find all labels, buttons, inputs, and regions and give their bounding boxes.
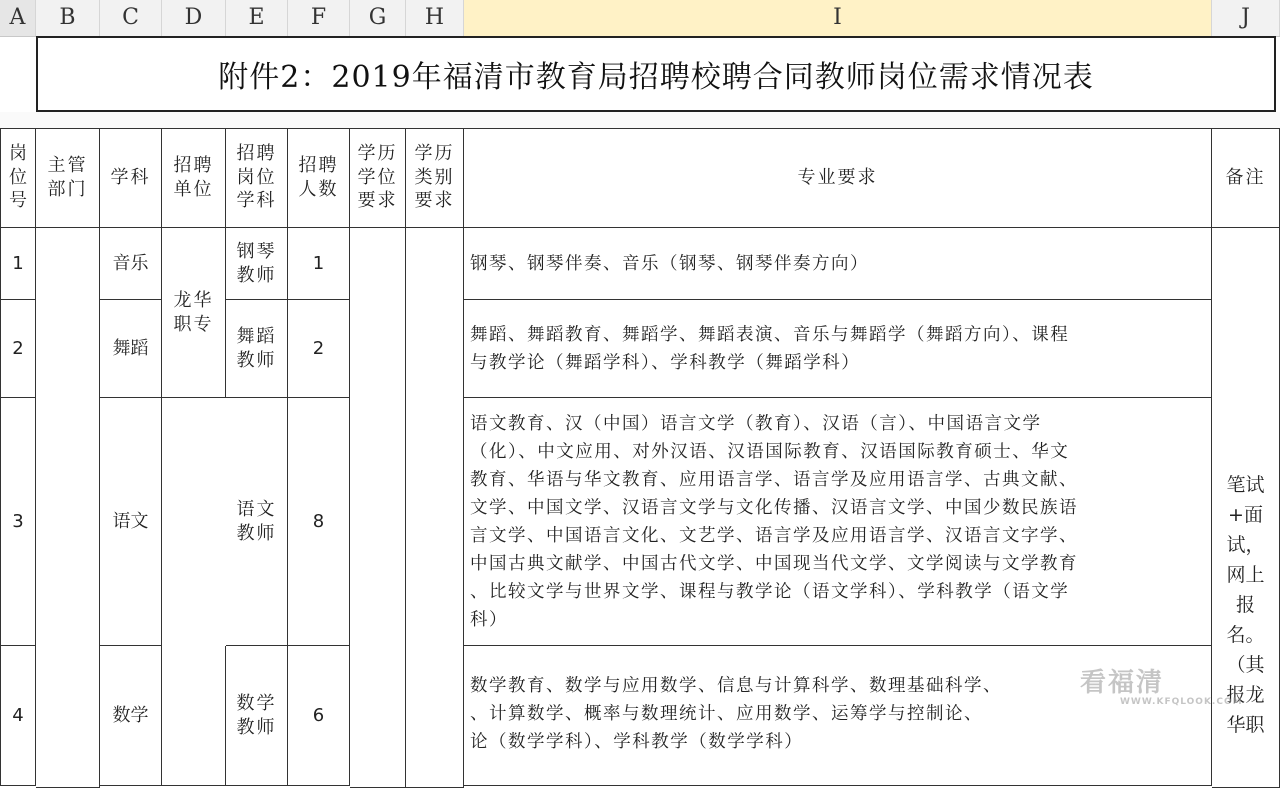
- header-degree[interactable]: [350, 128, 406, 228]
- major-line: 教育、华语与华文教育、应用语言学、语言学及应用语言学、古典文献、: [470, 469, 1078, 490]
- major-line: 舞蹈、舞蹈教育、舞蹈学、舞蹈表演、音乐与舞蹈学（舞蹈方向）、课程: [470, 324, 1070, 345]
- header-unit-text: 招聘单位: [173, 155, 214, 200]
- column-header-e[interactable]: E: [226, 0, 288, 36]
- row1-major[interactable]: [464, 228, 1212, 300]
- header-edu-type[interactable]: [406, 128, 464, 228]
- row3-subject[interactable]: 语文: [100, 398, 162, 646]
- row2-post-no[interactable]: 2: [0, 300, 36, 398]
- column-header-j[interactable]: J: [1212, 0, 1280, 36]
- column-header-h[interactable]: H: [406, 0, 464, 36]
- header-remark[interactable]: [1212, 128, 1280, 228]
- row3-major-lines: [470, 410, 1078, 634]
- row1-post-no[interactable]: 1: [0, 228, 36, 300]
- watermark-text: 看福清: [1080, 668, 1165, 698]
- header-unit[interactable]: [162, 128, 226, 228]
- major-line: 科）: [470, 609, 508, 630]
- dept-cell[interactable]: [36, 228, 100, 788]
- header-degree-text: 学历学位要求: [357, 143, 398, 212]
- row3-post-text: 语文教师: [236, 499, 277, 544]
- unit-cell[interactable]: [162, 228, 226, 398]
- header-post-no-text: 岗位号: [9, 143, 27, 212]
- spacer-row: [0, 112, 1280, 128]
- row4-major-lines: [470, 672, 1002, 756]
- header-subject-text: 学科: [110, 166, 151, 188]
- major-line: （化）、中文应用、对外汉语、汉语国际教育、汉语国际教育硕士、华文: [470, 441, 1070, 462]
- remark-cell[interactable]: [1212, 228, 1280, 788]
- major-line: 论（数学学科）、学科教学（数学学科）: [470, 732, 804, 752]
- major-line: 言文学、中国语言文化、文艺学、语言学及应用语言学、汉语言文字学、: [470, 525, 1078, 546]
- major-line: 文学、中国文学、汉语言文学与文化传播、汉语言文学、中国少数民族语: [470, 497, 1078, 518]
- row3-post[interactable]: [226, 398, 288, 646]
- major-line: 语文教育、汉（中国）语言文学（教育）、汉语（言）、中国语言文学: [470, 413, 1042, 434]
- unit-cell-text: 龙华职专: [173, 290, 214, 335]
- major-line: 、比较文学与世界文学、课程与教学论（语文学科）、学科教学（语文学: [470, 581, 1070, 602]
- row2-major-lines: [470, 321, 1069, 377]
- edu-type-cell[interactable]: [406, 228, 464, 788]
- column-header-a[interactable]: A: [0, 0, 36, 36]
- remark-cell-text: 笔试+面试，网上报名。（其报龙华职: [1226, 474, 1265, 736]
- row1-post[interactable]: [226, 228, 288, 300]
- row4-major[interactable]: [464, 646, 1212, 786]
- header-count-text: 招聘人数: [298, 155, 339, 200]
- row3-major[interactable]: [464, 398, 1212, 646]
- column-header-i[interactable]: I: [464, 0, 1212, 36]
- row1-subject[interactable]: 音乐: [100, 228, 162, 300]
- column-header-f[interactable]: F: [288, 0, 350, 36]
- row2-subject[interactable]: 舞蹈: [100, 300, 162, 398]
- column-header-c[interactable]: C: [100, 0, 162, 36]
- row2-count[interactable]: 2: [288, 300, 350, 398]
- sheet-title[interactable]: 附件2：2019年福清市教育局招聘校聘合同教师岗位需求情况表: [36, 36, 1276, 112]
- column-header-d[interactable]: D: [162, 0, 226, 36]
- row1-post-text: 钢琴教师: [236, 241, 277, 286]
- header-major-text: 专业要求: [797, 166, 878, 188]
- row4-subject[interactable]: 数学: [100, 646, 162, 786]
- row2-post-text: 舞蹈教师: [236, 326, 277, 371]
- header-edu-type-text: 学历类别要求: [414, 143, 455, 212]
- degree-cell[interactable]: [350, 228, 406, 788]
- column-header-g[interactable]: G: [350, 0, 406, 36]
- header-count[interactable]: [288, 128, 350, 228]
- row1-count[interactable]: 1: [288, 228, 350, 300]
- header-post-no[interactable]: [0, 128, 36, 228]
- row2-post[interactable]: [226, 300, 288, 398]
- row3-post-no[interactable]: 3: [0, 398, 36, 646]
- row3-count[interactable]: 8: [288, 398, 350, 646]
- major-line: 钢琴、钢琴伴奏、音乐（钢琴、钢琴伴奏方向）: [470, 253, 869, 274]
- row1-major-lines: [470, 250, 869, 278]
- row4-post-no[interactable]: 4: [0, 646, 36, 786]
- row4-post-text: 数学教师: [236, 693, 277, 738]
- header-major[interactable]: [464, 128, 1212, 228]
- header-post-subject[interactable]: [226, 128, 288, 228]
- row4-count[interactable]: 6: [288, 646, 350, 786]
- major-line: 、计算数学、概率与数理统计、应用数学、运筹学与控制论、: [470, 704, 983, 724]
- row4-unit[interactable]: [162, 646, 226, 786]
- header-remark-text: 备注: [1225, 166, 1266, 188]
- row4-post[interactable]: [226, 646, 288, 786]
- major-line: 中国古典文献学、中国古代文学、中国现当代文学、文学阅读与文学教育: [470, 553, 1078, 574]
- major-line: 与教学论（舞蹈学科）、学科教学（舞蹈学科）: [470, 352, 861, 373]
- column-header-b[interactable]: B: [36, 0, 100, 36]
- header-post-subject-text: 招聘岗位学科: [236, 143, 277, 212]
- major-line: 数学教育、数学与应用数学、信息与计算科学、数理基础科学、: [470, 676, 1002, 696]
- header-dept-text: 主管部门: [47, 155, 88, 200]
- header-subject[interactable]: [100, 128, 162, 228]
- row2-major[interactable]: [464, 300, 1212, 398]
- header-dept[interactable]: [36, 128, 100, 228]
- column-header-bar: [0, 0, 1280, 37]
- watermark-subtext: WWW.KFQLOOK.COM: [1120, 697, 1243, 707]
